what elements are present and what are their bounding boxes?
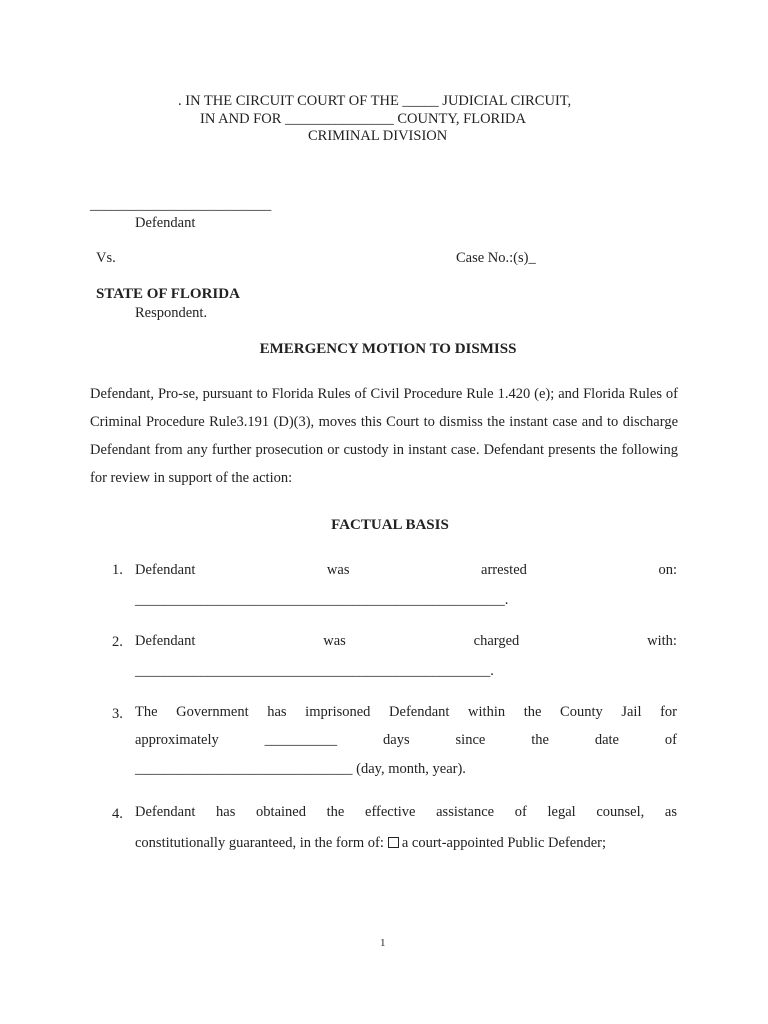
item-3-word: approximately	[135, 732, 219, 748]
item-4-line-1: Defendant has obtained the effective assistance of legal counsel, as	[135, 804, 677, 820]
defendant-label: Defendant	[135, 215, 196, 231]
item-2-word: was	[323, 633, 346, 649]
item-1-date-blank: ___________________________________________________.	[135, 592, 509, 608]
intro-paragraph: Defendant, Pro-se, pursuant to Florida Rules of Civil Procedure Rule 1.420 (e); and Florida Rules of Criminal Procedure Rule3.191 (D)(3), moves this Court to dismiss the instant case and to discharge Defendant from any further prosecution or custody in instant case. Defendant presents the following for review in support of the action:	[90, 386, 678, 486]
public-defender-option: a court-appointed Public Defender;	[401, 835, 606, 851]
item-4-prefix: constitutionally guaranteed, in the form of:	[135, 835, 384, 851]
state-of-florida-label: STATE OF FLORIDA	[96, 286, 240, 302]
item-2-number: 2.	[112, 634, 123, 650]
versus-label: Vs.	[96, 250, 116, 266]
item-1-word: on:	[658, 562, 677, 578]
item-1-word: Defendant	[135, 562, 196, 578]
item-4-number: 4.	[112, 806, 123, 822]
item-3-word: days	[383, 732, 410, 748]
item-3-days-blank: __________	[264, 732, 338, 748]
item-1-line-1	[135, 556, 677, 584]
item-3-number: 3.	[112, 706, 123, 722]
court-header-line-2: IN AND FOR _______________ COUNTY, FLORIDA	[200, 111, 527, 127]
public-defender-checkbox[interactable]	[388, 837, 399, 848]
respondent-label: Respondent.	[135, 305, 208, 321]
court-header-line-1: . IN THE CIRCUIT COURT OF THE _____ JUDICIAL CIRCUIT,	[178, 93, 572, 109]
case-number-label: Case No.:(s)_	[456, 250, 536, 266]
item-2-line-1	[135, 627, 677, 655]
item-3-date-blank: ______________________________	[135, 761, 353, 777]
factual-basis-heading: FACTUAL BASIS	[331, 517, 449, 533]
item-3-date-format: (day, month, year).	[352, 761, 466, 777]
item-2-word: charged	[473, 633, 520, 649]
page-number: 1	[380, 937, 386, 949]
item-3-word: since	[455, 732, 486, 748]
item-3-word: of	[664, 732, 677, 748]
item-1-word: was	[326, 562, 350, 578]
item-2-word: with:	[647, 633, 677, 649]
item-3-line-2	[135, 726, 677, 754]
item-3-line-3	[135, 755, 677, 783]
defendant-name-blank: _________________________	[90, 197, 272, 213]
motion-title: EMERGENCY MOTION TO DISMISS	[259, 341, 517, 357]
item-3-word: the	[531, 732, 549, 748]
item-2-charge-blank: _________________________________________________.	[135, 663, 494, 679]
court-header-line-3: CRIMINAL DIVISION	[308, 128, 448, 144]
item-1-number: 1.	[112, 562, 123, 578]
item-1-word: arrested	[481, 562, 527, 578]
item-4-line-2	[135, 829, 677, 857]
item-3-line-1: The Government has imprisoned Defendant within the County Jail for	[135, 704, 677, 720]
item-3-word: date	[594, 732, 619, 748]
item-2-word: Defendant	[135, 633, 196, 649]
